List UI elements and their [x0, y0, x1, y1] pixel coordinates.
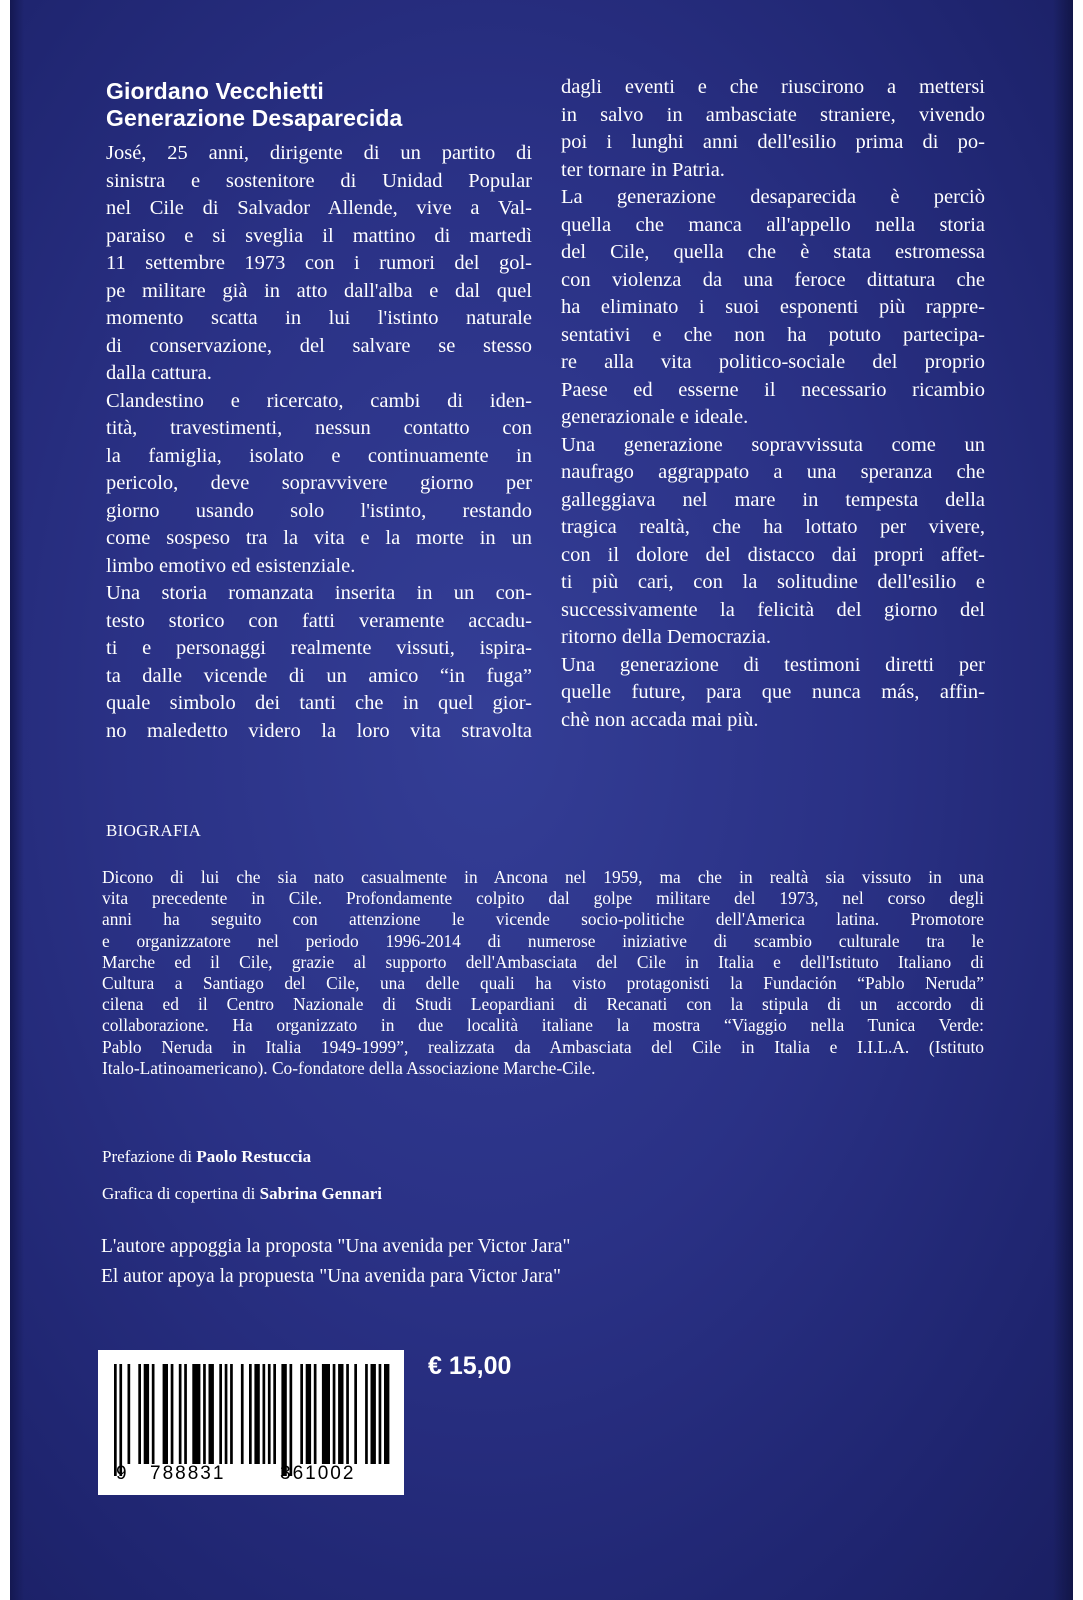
barcode-bar [209, 1364, 214, 1464]
text-line: giorno usando solo l'istinto, restando [106, 499, 532, 522]
text-line: di conservazione, del salvare se stesso [106, 334, 532, 357]
text-line: poi i lunghi anni dell'esilio prima di po- [561, 131, 985, 153]
text-line: nel Cile di Salvador Allende, vive a Val- [106, 197, 532, 219]
barcode-bar [203, 1364, 206, 1464]
cover-right-edge-shadow [1053, 0, 1073, 1600]
text-line: pericolo, deve sopravvivere giorno per [106, 472, 532, 494]
barcode-bar [333, 1364, 336, 1464]
barcode-bar [322, 1364, 330, 1464]
text-line: testo storico con fatti veramente accadu- [106, 609, 532, 632]
barcode-bar [152, 1364, 155, 1464]
support-statement-spanish: El autor apoya la propuesta "Una avenida para Victor Jara" [101, 1266, 561, 1287]
barcode-bar [163, 1364, 168, 1464]
barcode-bar [119, 1364, 122, 1476]
text-line: ritorno della Democrazia. [561, 626, 772, 648]
text-line: Una storia romanzata inserita in un con- [106, 582, 532, 604]
text-line: collaborazione. Ha organizzato in due località italiane la mostra “Viaggio nella Tunica Verde: [102, 1015, 984, 1036]
text-line: ti e personaggi realmente vissuti, ispira- [106, 637, 532, 659]
text-line: re alla vita politico-sociale del proprio [561, 351, 985, 373]
text-line: la famiglia, isolato e continuamente in [106, 444, 532, 467]
text-line: sinistra e sostenitore di Unidad Popular [106, 169, 532, 192]
text-line: come sospeso tra la vita e la morte in un [106, 527, 532, 549]
text-line: pe militare già in atto dall'alba e dal quel [106, 279, 532, 302]
barcode-bar [254, 1364, 259, 1464]
barcode-bar [365, 1364, 368, 1464]
blurb-left-column [106, 140, 532, 745]
graphics-credit [102, 1184, 382, 1204]
text-line: tità, travestimenti, nessun contatto con [106, 417, 532, 439]
text-line: dagli eventi e che riuscirono a mettersi [561, 76, 985, 98]
text-line: momento scatta in lui l'istinto naturale [106, 307, 532, 329]
barcode-bar [371, 1364, 376, 1464]
barcode-right-group: 361002 [280, 1463, 356, 1484]
text-line: 11 settembre 1973 con i rumori del gol- [106, 252, 532, 274]
barcode-bar [346, 1364, 349, 1464]
barcode-bar [225, 1364, 228, 1464]
graphics-label: Grafica di copertina di [102, 1184, 260, 1203]
barcode-bar [338, 1364, 343, 1464]
barcode-bar [230, 1364, 233, 1464]
text-line: no maledetto videro la loro vita stravolta [106, 719, 532, 742]
barcode-bar [384, 1364, 389, 1464]
price: € 15,00 [428, 1352, 512, 1380]
author-name: Giordano Vecchietti [106, 78, 324, 104]
text-line: con il dolore del distacco dai propri affet- [561, 543, 985, 566]
text-line: La generazione desaparecida è perciò [561, 186, 985, 208]
text-line: naufrago aggrappato a una speranza che [561, 461, 985, 483]
barcode-bar [138, 1364, 141, 1464]
text-line: quelle future, para que nunca más, affin- [561, 681, 985, 703]
text-line: Italo-Latinoamericano). Co-fondatore della Associazione Marche-Cile. [102, 1057, 596, 1078]
text-line: Paese ed esserne il necessario ricambio [561, 378, 985, 401]
barcode-bar [184, 1364, 187, 1464]
barcode-bar [249, 1364, 252, 1464]
text-line: limbo emotivo ed esistenziale. [106, 554, 356, 577]
text-line: Clandestino e ricercato, cambi di iden- [106, 389, 532, 412]
text-line: successivamente la felicità del giorno del [561, 598, 985, 621]
barcode-bar [314, 1364, 317, 1464]
text-line: galleggiava nel mare in tempesta della [561, 488, 985, 511]
barcode-bar [128, 1364, 131, 1464]
text-line: in salvo in ambasciate straniere, vivendo [561, 103, 985, 126]
text-line: del Cile, quella che è stata estromessa [561, 241, 985, 263]
biography-heading: BIOGRAFIA [106, 821, 202, 840]
barcode-first-digit: 9 [116, 1463, 127, 1484]
graphics-author: Sabrina Gennari [259, 1184, 382, 1203]
barcode-bar [263, 1364, 266, 1464]
text-line: dalla cattura. [106, 362, 212, 384]
text-line: quella che manca all'appello nella storia [561, 213, 985, 236]
cover-left-edge-shadow [10, 0, 24, 1600]
preface-label: Prefazione di [102, 1147, 197, 1166]
text-line: José, 25 anni, dirigente di un partito di [106, 142, 532, 164]
text-line: sentativi e che non ha potuto partecipa- [561, 323, 985, 346]
preface-author: Paolo Restuccia [196, 1147, 312, 1166]
text-line: Una generazione sopravvissuta come un [561, 433, 985, 456]
text-line: vita precedente in Cile. Profondamente colpito dal golpe militare del 1973, nel corso degli [102, 888, 984, 909]
text-line: quale simbolo dei tanti che in quel gior- [106, 692, 532, 714]
barcode-bar [179, 1364, 182, 1464]
isbn-barcode [98, 1350, 404, 1495]
barcode-bar [144, 1364, 149, 1464]
title-block [106, 78, 546, 132]
text-line: ter tornare in Patria. [561, 158, 725, 181]
text-line: con violenza da una feroce dittatura che [561, 268, 985, 291]
barcode-bar [281, 1364, 286, 1476]
text-line: tragica realtà, che ha lottato per vivere, [561, 516, 985, 538]
barcode-digits [116, 1463, 396, 1485]
text-line: paraiso e si sveglia il mattino di martedì [106, 224, 532, 247]
barcode-bar [114, 1364, 117, 1476]
text-line: e organizzatore nel periodo 1996-2014 di numerose iniziative di scambio culturale tra le [102, 930, 984, 951]
preface-credit [102, 1147, 311, 1167]
text-line: Pablo Neruda in Italia 1949-1999”, realizzata da Ambasciata del Cile in Italia e I.I.L.A. (Istituto [102, 1036, 984, 1057]
blurb-right-column [561, 74, 985, 734]
support-statement-italian: L'autore appoggia la proposta "Una avenida per Victor Jara" [101, 1236, 571, 1257]
barcode-bar [268, 1364, 271, 1464]
text-line: Marche ed il Cile, grazie al supporto dell'Ambasciata del Cile in Italia e dell'Istituto Italiano di [102, 951, 984, 972]
barcode-bar [290, 1364, 293, 1476]
barcode-bar [192, 1364, 200, 1464]
barcode-left-group: 788831 [150, 1463, 226, 1484]
barcode-bar [306, 1364, 311, 1464]
text-line: Una generazione di testimoni diretti per [561, 653, 985, 676]
barcode-bar [241, 1364, 244, 1464]
barcode-bar [171, 1364, 174, 1464]
barcode-bar [379, 1364, 382, 1464]
text-line: cilena ed il Centro Nazionale di Studi Leopardiani di Recanati con la stipula di un accordo di [102, 994, 984, 1015]
barcode-bar [273, 1364, 276, 1464]
text-line: Cultura a Santiago del Cile, una delle quali ha visto protagonisti la Fundación “Pablo Neruda” [102, 973, 984, 994]
text-line: Dicono di lui che sia nato casualmente in Ancona nel 1959, ma che in realtà sia vissuto in una [102, 867, 984, 887]
biography-text [102, 867, 984, 1079]
text-line: generazionale e ideale. [561, 406, 749, 428]
book-title: Generazione Desaparecida [106, 105, 403, 131]
text-line: ta dalle vicende di un amico “in fuga” [106, 664, 532, 687]
barcode-bar [219, 1364, 222, 1464]
text-line: chè non accada mai più. [561, 708, 759, 731]
text-line: ti più cari, con la solitudine dell'esilio e [561, 571, 985, 593]
text-line: anni ha seguito con attenzione le vicende socio-politiche dell'America latina. Promotore [102, 909, 984, 930]
barcode-bar [354, 1364, 357, 1464]
barcode-bar [300, 1364, 303, 1464]
text-line: ha eliminato i suoi esponenti più rappre- [561, 296, 985, 318]
